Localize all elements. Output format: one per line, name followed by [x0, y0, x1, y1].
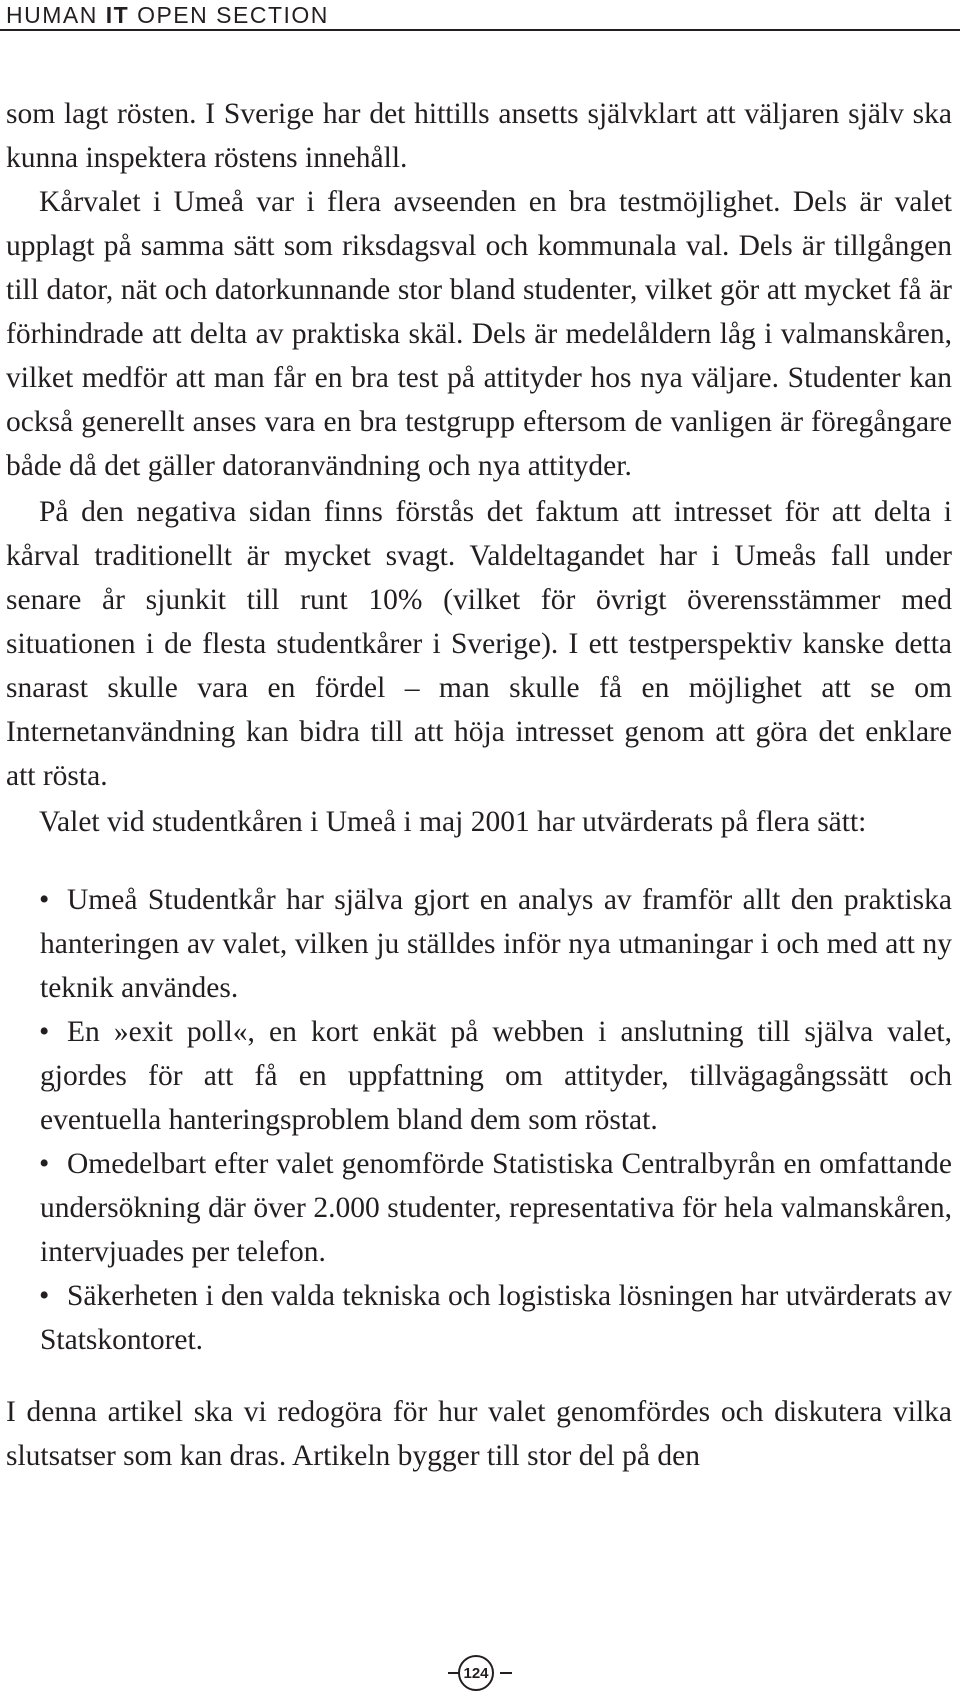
- evaluation-list: [6, 878, 952, 1362]
- page-number: 124: [458, 1655, 494, 1691]
- paragraph-negativa-sidan: På den negativa sidan finns förstås det faktum att intresset för att delta i kårval traditionellt är mycket svagt. Valdeltagandet har i Umeås fall under senare år sjunkit till runt 10% (vilket för övrigt överensstämmer med situationen i de flesta studentkårer i Sverige). I ett testperspektiv kanske detta snarast skulle vara en fördel – man skulle få en möjlighet att se om Internetanvändning kan bidra till att höja intresset genom att göra det enklare att rösta.: [6, 496, 952, 792]
- running-head-section: OPEN SECTION: [129, 2, 329, 28]
- list-item-text: Säkerheten i den valda tekniska och logistiska lösningen har utvärderats av Statskontoret.: [40, 1280, 952, 1356]
- bullet-icon: •: [39, 1148, 50, 1180]
- running-head-human: HUMAN: [6, 2, 106, 28]
- list-item: [40, 878, 952, 1010]
- bullet-icon: •: [39, 884, 50, 916]
- running-head: [6, 2, 329, 29]
- folio-rule-right: [500, 1672, 512, 1674]
- bullet-icon: •: [39, 1280, 50, 1312]
- list-item: [40, 1274, 952, 1362]
- article-body: [6, 92, 952, 1478]
- header-rule: [0, 29, 960, 31]
- list-item-text: En »exit poll«, en kort enkät på webben i anslutning till själva valet, gjordes för att få en uppfattning om attityder, tillvägagångssätt och eventuella hanteringsproblem bland dem som röstat.: [40, 1016, 952, 1136]
- list-item-text: Omedelbart efter valet genomförde Statistiska Centralbyrån en omfattande undersökning där över 2.000 studenter, representativa för hela valmanskåren, intervjuades per telefon.: [40, 1148, 952, 1268]
- paragraph-closing: I denna artikel ska vi redogöra för hur valet genomfördes och diskutera vilka slutsatser som kan dras. Artikeln bygger till stor del på den: [6, 1396, 952, 1472]
- page-number-footer: [0, 1653, 960, 1693]
- paragraph-utvärdering-intro: Valet vid studentkåren i Umeå i maj 2001 har utvärderats på flera sätt:: [39, 806, 867, 838]
- list-item-text: Umeå Studentkår har själva gjort en analys av framför allt den praktiska hanteringen av valet, vilken ju ställdes inför nya utmaningar i och med att ny teknik användes.: [40, 884, 952, 1004]
- list-item: [40, 1142, 952, 1274]
- bullet-icon: •: [39, 1016, 50, 1048]
- running-head-it: IT: [105, 2, 130, 28]
- paragraph-continuation: som lagt rösten. I Sverige har det hittills ansetts självklart att väljaren själv ska kunna inspektera röstens innehåll.: [6, 98, 952, 174]
- paragraph-kårvalet: Kårvalet i Umeå var i flera avseenden en bra testmöjlighet. Dels är valet upplagt på samma sätt som riksdagsval och kommunala val. Dels är tillgången till dator, nät och datorkunnande stor bland studenter, vilket gör att mycket få är förhindrade att delta av praktiska skäl. Dels är medelåldern låg i valmanskåren, vilket medför att man får en bra test på attityder hos nya väljare. Studenter kan också generellt anses vara en bra testgrupp eftersom de vanligen är föregångare både då det gäller datoranvändning och nya attityder.: [6, 186, 952, 482]
- list-item: [40, 1010, 952, 1142]
